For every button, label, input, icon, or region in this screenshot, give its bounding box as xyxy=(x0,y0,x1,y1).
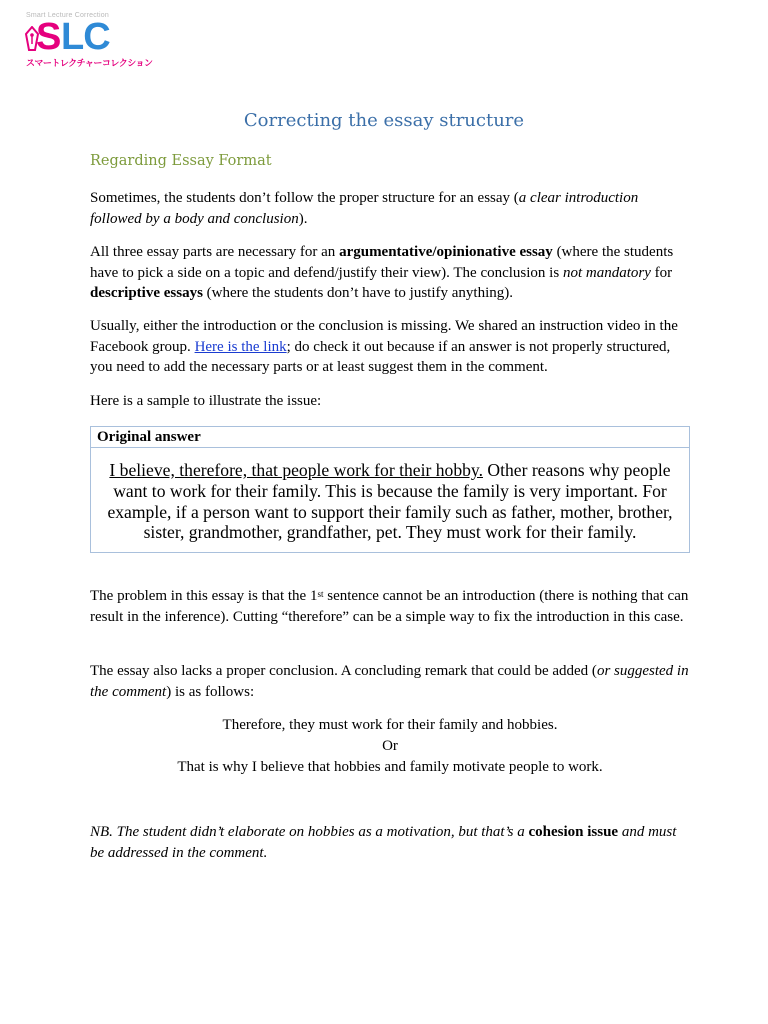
p5-text-b: sentence cannot be an introduction (there is nothing that can result in the inference). Cutting “therefore” can be a simple way to fix the introduction in this case. xyxy=(90,588,689,625)
p2-em-not-mandatory: not mandatory xyxy=(562,264,651,281)
p6-text-emphasis: or suggested in the comment xyxy=(90,663,689,700)
p1-text-emphasis: a clear introduction followed by a body and conclusion xyxy=(90,190,639,227)
logo-japanese-text: スマートレクチャーコレクション xyxy=(26,59,153,69)
logo-mark xyxy=(24,16,120,58)
paragraph-structure xyxy=(90,188,690,229)
p6-text-a: The essay also lacks a proper conclusion. A concluding remark that could be added ( xyxy=(90,663,597,679)
nb-text-c: and must be addressed in the comment. xyxy=(90,824,677,861)
p2-bold-descriptive: descriptive essays xyxy=(90,285,203,301)
p2-text-c: (where the students have to pick a side on a topic and defend/justify their view). The conclusion is xyxy=(90,244,674,281)
example-conclusion-1: Therefore, they must work for their family and hobbies. xyxy=(222,717,558,733)
paragraph-problem xyxy=(90,586,690,627)
nb-bold-cohesion: cohesion issue xyxy=(528,824,619,840)
p2-text-g: (where the students don’t have to justify anything). xyxy=(202,285,513,301)
page-title: Correcting the essay structure xyxy=(243,110,525,131)
facebook-video-link[interactable]: Here is the link xyxy=(194,338,287,355)
p3-text-b: ; do check it out because if an answer is not properly structured, you need to add the necessary parts or at least suggest them in the comment. xyxy=(90,338,671,375)
original-answer-header: Original answer xyxy=(91,427,689,448)
example-conclusion-2: That is why I believe that hobbies and family motivate people to work. xyxy=(177,759,603,775)
logo-letters-lc: LC xyxy=(61,16,110,58)
p2-text-a: All three essay parts are necessary for an xyxy=(90,244,340,260)
p6-text-b: ) is as follows: xyxy=(166,683,255,700)
p1-text-pre: Sometimes, the students don’t follow the proper structure for an essay ( xyxy=(90,190,519,206)
p2-bold-argumentative: argumentative/opinionative essay xyxy=(339,244,553,260)
original-answer-underlined: I believe, therefore, that people work for their hobby. xyxy=(109,460,483,480)
p2-text-e: for xyxy=(650,264,673,281)
original-answer-body xyxy=(91,448,689,543)
paragraph-essay-parts xyxy=(90,242,690,304)
p5-superscript: st xyxy=(317,589,324,599)
paragraph-sample-intro: Here is a sample to illustrate the issue: xyxy=(90,393,322,409)
example-or: Or xyxy=(382,738,398,754)
p5-text-a: The problem in this essay is that the 1 xyxy=(90,588,318,604)
logo-tagline: Smart Lecture Correction xyxy=(26,12,109,19)
nb-note xyxy=(90,822,690,863)
slc-logo xyxy=(24,12,153,70)
p3-text-a: Usually, either the introduction or the conclusion is missing. We shared an instruction video in the Facebook group. xyxy=(90,318,678,355)
paragraph-missing-parts xyxy=(90,316,690,378)
original-answer-box xyxy=(90,426,690,553)
paragraph-conclusion xyxy=(90,661,690,702)
section-heading: Regarding Essay Format xyxy=(90,153,272,169)
original-answer-rest: Other reasons why people want to work for their family. This is because the family is very important. For example, if a person want to support their family such as father, mother, brother, sister, grandmother, grandfather, pet. They must work for their family. xyxy=(107,460,673,543)
logo-letter-s: S xyxy=(36,16,62,58)
p1-text-post: ). xyxy=(298,210,308,227)
nb-text-a: NB. The student didn’t elaborate on hobbies as a motivation, but that’s a xyxy=(90,824,529,840)
